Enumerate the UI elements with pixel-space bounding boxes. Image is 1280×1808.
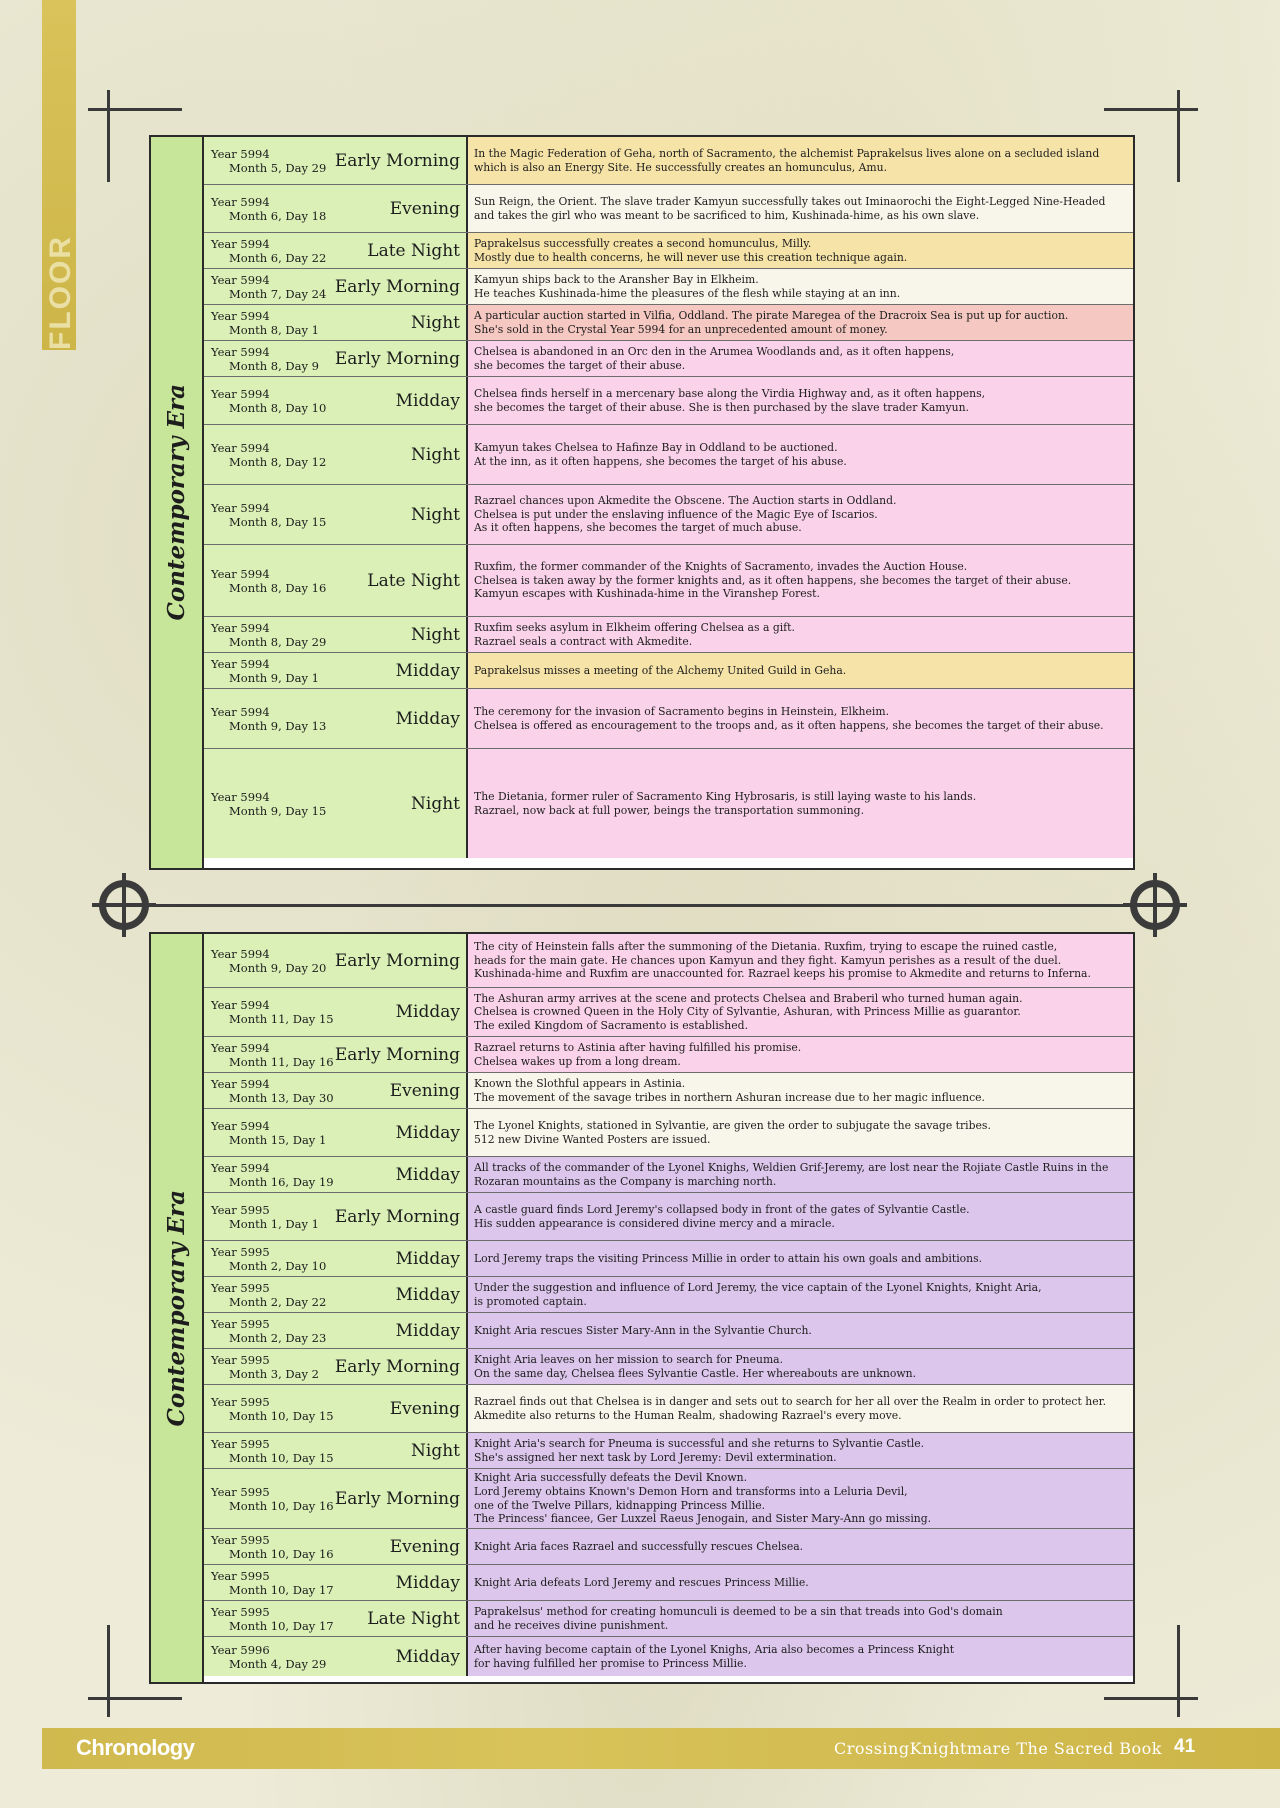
time-of-day-label: Evening [389, 1080, 460, 1101]
event-text-line: The movement of the savage tribes in northern Ashuran increase due to her magic influence. [474, 1090, 985, 1104]
date-cell [204, 1601, 468, 1636]
timeline-row [204, 1529, 1133, 1565]
timeline-row [204, 1241, 1133, 1277]
timeline-row [204, 269, 1133, 305]
year-label: Year 5994 [211, 1076, 270, 1091]
time-of-day-label: Midday [395, 708, 460, 729]
page-number: 41 [1174, 1736, 1196, 1757]
event-text-line: A particular auction started in Vilfia, Oddland. The pirate Maregea of the Dracroix Sea is put up for auction. [474, 308, 1069, 322]
corner-mark [1177, 90, 1180, 182]
year-label: Year 5994 [211, 789, 270, 804]
year-label: Year 5994 [211, 1160, 270, 1175]
timeline-row [204, 137, 1133, 185]
event-text-line: heads for the main gate. He chances upon Kamyun and they fight. Kamyun perishes as a result of the duel. [474, 953, 1062, 967]
year-label: Year 5994 [211, 566, 270, 581]
event-text-line: Lord Jeremy obtains Known's Demon Horn and transforms into a Leluria Devil, [474, 1484, 908, 1498]
event-text-line: Knight Aria successfully defeats the Devil Known. [474, 1471, 748, 1485]
month-day-label: Month 8, Day 10 [229, 400, 327, 415]
timeline-rows [204, 137, 1133, 868]
year-label: Year 5995 [211, 1394, 270, 1409]
timeline-row [204, 377, 1133, 425]
year-label: Year 5995 [211, 1280, 270, 1295]
date-cell [204, 934, 468, 987]
event-text-line: Kushinada-hime and Ruxfim are unaccounted for. Razrael keeps his promise to Akmedite and returns to Inferna. [474, 967, 1091, 981]
event-text-line: On the same day, Chelsea flees Sylvantie Castle. Her whereabouts are unknown. [474, 1366, 917, 1380]
event-description [468, 185, 1133, 232]
timeline-row [204, 1193, 1133, 1241]
year-label: Year 5994 [211, 344, 270, 359]
time-of-day-label: Early Morning [334, 1356, 460, 1377]
event-description [468, 137, 1133, 184]
event-text-line: He teaches Kushinada-hime the pleasures of the flesh while staying at an inn. [474, 286, 901, 300]
time-of-day-label: Late Night [367, 570, 460, 591]
event-text-line: The ceremony for the invasion of Sacramento begins in Heinstein, Elkheim. [474, 704, 890, 718]
month-day-label: Month 6, Day 18 [229, 208, 327, 223]
side-logo: FLOOR [44, 235, 77, 350]
event-description [468, 341, 1133, 376]
corner-mark [107, 90, 110, 182]
year-label: Year 5994 [211, 620, 270, 635]
timeline-row [204, 425, 1133, 485]
date-cell [204, 305, 468, 340]
date-cell [204, 185, 468, 232]
event-description [468, 1565, 1133, 1600]
date-cell [204, 1193, 468, 1240]
timeline-row [204, 1385, 1133, 1433]
date-cell [204, 1349, 468, 1384]
month-day-label: Month 16, Day 19 [229, 1174, 334, 1189]
timeline-row [204, 1313, 1133, 1349]
month-day-label: Month 9, Day 15 [229, 803, 327, 818]
timeline-row [204, 1469, 1133, 1529]
event-description [468, 1037, 1133, 1072]
event-text-line: and takes the girl who was meant to be sacrificed to him, Kushinada-hime, as his own slave. [474, 208, 980, 222]
event-text-line: His sudden appearance is considered divine mercy and a miracle. [474, 1216, 835, 1230]
time-of-day-label: Night [411, 1440, 460, 1461]
event-text-line: The Dietania, former ruler of Sacramento King Hybrosaris, is still laying waste to his lands. [474, 789, 977, 803]
event-text-line: Known the Slothful appears in Astinia. [474, 1076, 686, 1090]
timeline-row [204, 749, 1133, 858]
event-text-line: Chelsea is offered as encouragement to the troops and, as it often happens, she becomes the target of their abuse. [474, 718, 1104, 732]
year-label: Year 5994 [211, 656, 270, 671]
corner-mark [88, 108, 182, 111]
year-label: Year 5995 [211, 1604, 270, 1619]
event-description [468, 1469, 1133, 1528]
time-of-day-label: Midday [395, 1284, 460, 1305]
era-label-text: Contemporary Era [163, 384, 190, 621]
date-cell [204, 988, 468, 1036]
month-day-label: Month 10, Day 15 [229, 1408, 334, 1423]
event-text-line: Chelsea is crowned Queen in the Holy City of Sylvantie, Ashuran, with Princess Millie as guarantor. [474, 1005, 1021, 1019]
time-of-day-label: Early Morning [334, 150, 460, 171]
event-description [468, 934, 1133, 987]
crosshair-icon [99, 880, 149, 930]
year-label: Year 5994 [211, 946, 270, 961]
event-text-line: Chelsea is abandoned in an Orc den in the Arumea Woodlands and, as it often happens, [474, 344, 955, 358]
date-cell [204, 1385, 468, 1432]
time-of-day-label: Midday [395, 1002, 460, 1022]
event-description [468, 233, 1133, 268]
timeline-row [204, 1565, 1133, 1601]
timeline-row [204, 1433, 1133, 1469]
time-of-day-label: Late Night [367, 1608, 460, 1629]
date-cell [204, 341, 468, 376]
date-cell [204, 653, 468, 688]
date-cell [204, 749, 468, 858]
event-text-line: Kamyun escapes with Kushinada-hime in the Viranshер Forest. [474, 587, 820, 601]
month-day-label: Month 9, Day 13 [229, 718, 327, 733]
month-day-label: Month 13, Day 30 [229, 1090, 334, 1105]
month-day-label: Month 10, Day 16 [229, 1498, 334, 1513]
time-of-day-label: Night [411, 793, 460, 814]
time-of-day-label: Night [411, 312, 460, 333]
event-text-line: Ruxfim seeks asylum in Elkheim offering Chelsea as a gift. [474, 620, 795, 634]
month-day-label: Month 2, Day 10 [229, 1258, 327, 1273]
event-text-line: At the inn, as it often happens, she becomes the target of his abuse. [474, 454, 847, 468]
timeline-row [204, 988, 1133, 1037]
event-text-line: Rozaran mountains as the Company is marching north. [474, 1174, 777, 1188]
event-description [468, 377, 1133, 424]
time-of-day-label: Evening [389, 1398, 460, 1419]
time-of-day-label: Midday [395, 1248, 460, 1269]
time-of-day-label: Evening [389, 1536, 460, 1557]
event-description [468, 1193, 1133, 1240]
event-description [468, 749, 1133, 858]
time-of-day-label: Early Morning [334, 348, 460, 369]
event-description [468, 1385, 1133, 1432]
year-label: Year 5995 [211, 1436, 270, 1451]
event-text-line: All tracks of the commander of the Lyonel Knighs, Weldien Grif-Jeremy, are lost near the Rojiate Castle Ruins in the [474, 1160, 1109, 1174]
date-cell [204, 545, 468, 616]
event-text-line: The city of Heinstein falls after the summoning of the Dietania. Ruxfim, trying to escape the ruined castle, [474, 940, 1058, 954]
time-of-day-label: Early Morning [334, 1044, 460, 1065]
year-label: Year 5996 [211, 1642, 270, 1657]
event-text-line: Chelsea is put under the enslaving influence of the Magic Eye of Iscarios. [474, 507, 878, 521]
event-description [468, 1349, 1133, 1384]
date-cell [204, 485, 468, 544]
year-label: Year 5994 [211, 500, 270, 515]
year-label: Year 5994 [211, 1118, 270, 1133]
month-day-label: Month 2, Day 23 [229, 1330, 327, 1345]
date-cell [204, 1469, 468, 1528]
crosshair-icon [1130, 880, 1180, 930]
date-cell [204, 1637, 468, 1676]
event-description [468, 988, 1133, 1036]
date-cell [204, 233, 468, 268]
time-of-day-label: Midday [395, 1646, 460, 1667]
date-cell [204, 1109, 468, 1156]
month-day-label: Month 2, Day 22 [229, 1294, 327, 1309]
event-text-line: is promoted captain. [474, 1294, 587, 1308]
divider-line [150, 904, 1130, 907]
time-of-day-label: Midday [395, 1320, 460, 1341]
month-day-label: Month 8, Day 16 [229, 580, 327, 595]
timeline-row [204, 341, 1133, 377]
month-day-label: Month 11, Day 16 [229, 1054, 334, 1069]
time-of-day-label: Early Morning [334, 1488, 460, 1509]
event-description [468, 1157, 1133, 1192]
time-of-day-label: Night [411, 624, 460, 645]
timeline-row [204, 653, 1133, 689]
year-label: Year 5995 [211, 1532, 270, 1547]
year-label: Year 5994 [211, 194, 270, 209]
date-cell [204, 377, 468, 424]
event-description [468, 1109, 1133, 1156]
corner-mark [107, 1625, 110, 1717]
event-text-line: Sun Reign, the Orient. The slave trader Kamyun successfully takes out Iminaorochi the Eight-Legged Nine-Headed [474, 194, 1106, 208]
timeline-row [204, 689, 1133, 749]
year-label: Year 5994 [211, 704, 270, 719]
timeline-row [204, 1601, 1133, 1637]
year-label: Year 5995 [211, 1316, 270, 1331]
corner-mark [1104, 108, 1198, 111]
year-label: Year 5994 [211, 1040, 270, 1055]
event-text-line: Chelsea is taken away by the former knights and, as it often happens, she becomes the target of their abuse. [474, 573, 1072, 587]
date-cell [204, 137, 468, 184]
timeline-row [204, 617, 1133, 653]
event-description [468, 425, 1133, 484]
corner-mark [88, 1697, 182, 1700]
event-text-line: The Princess' fiancee, Ger Luxzel Raeus Jenogain, and Sister Mary-Ann go missing. [474, 1512, 932, 1526]
timeline-row [204, 934, 1133, 988]
event-description [468, 1313, 1133, 1348]
event-text-line: and he receives divine punishment. [474, 1618, 669, 1632]
timeline-row [204, 185, 1133, 233]
event-description [468, 305, 1133, 340]
date-cell [204, 1241, 468, 1276]
year-label: Year 5994 [211, 272, 270, 287]
year-label: Year 5995 [211, 1568, 270, 1583]
date-cell [204, 689, 468, 748]
event-description [468, 545, 1133, 616]
month-day-label: Month 11, Day 15 [229, 1012, 334, 1026]
event-text-line: one of the Twelve Pillars, kidnapping Princess Millie. [474, 1498, 766, 1512]
era-label [151, 934, 204, 1682]
date-cell [204, 425, 468, 484]
date-cell [204, 617, 468, 652]
month-day-label: Month 9, Day 1 [229, 670, 319, 685]
year-label: Year 5994 [211, 440, 270, 455]
event-description [468, 1277, 1133, 1312]
event-text-line: Kamyun takes Chelsea to Hafinze Bay in Oddland to be auctioned. [474, 440, 838, 454]
event-text-line: she becomes the target of their abuse. She is then purchased by the slave trader Kamyun. [474, 400, 969, 414]
event-text-line: which is also an Energy Site. He successfully creates an homunculus, Amu. [474, 160, 888, 174]
year-label: Year 5994 [211, 998, 270, 1012]
timeline-row [204, 1157, 1133, 1193]
event-description [468, 1073, 1133, 1108]
event-text-line: Knight Aria defeats Lord Jeremy and rescues Princess Millie. [474, 1575, 809, 1589]
event-description [468, 1529, 1133, 1564]
date-cell [204, 1037, 468, 1072]
event-text-line: Knight Aria leaves on her mission to search for Pneuma. [474, 1352, 784, 1366]
event-text-line: The Lyonel Knights, stationed in Sylvantie, are given the order to subjugate the savage tribes. [474, 1118, 991, 1132]
year-label: Year 5995 [211, 1484, 270, 1499]
date-cell [204, 1565, 468, 1600]
month-day-label: Month 8, Day 12 [229, 454, 327, 469]
event-description [468, 1601, 1133, 1636]
event-text-line: Razrael seals a contract with Akmedite. [474, 634, 693, 648]
event-text-line: In the Magic Federation of Geha, north of Sacramento, the alchemist Paprakelsus lives alone on a secluded island [474, 146, 1100, 160]
chronology-table-upper [149, 135, 1135, 870]
event-text-line: After having become captain of the Lyonel Knighs, Aria also becomes a Princess Knight [474, 1642, 955, 1656]
event-text-line: Knight Aria's search for Pneuma is successful and she returns to Sylvantie Castle. [474, 1436, 925, 1450]
time-of-day-label: Evening [389, 198, 460, 219]
month-day-label: Month 9, Day 20 [229, 960, 327, 975]
chronology-table-lower [149, 932, 1135, 1684]
year-label: Year 5994 [211, 236, 270, 251]
month-day-label: Month 10, Day 17 [229, 1618, 334, 1633]
month-day-label: Month 8, Day 15 [229, 514, 327, 529]
event-text-line: The exiled Kingdom of Sacramento is established. [474, 1018, 748, 1032]
month-day-label: Month 10, Day 16 [229, 1546, 334, 1561]
event-text-line: She's assigned her next task by Lord Jeremy: Devil extermination. [474, 1450, 837, 1464]
time-of-day-label: Midday [395, 660, 460, 681]
event-description [468, 269, 1133, 304]
event-text-line: for having fulfilled her promise to Princess Millie. [474, 1656, 747, 1670]
timeline-row [204, 1037, 1133, 1073]
event-text-line: Knight Aria rescues Sister Mary-Ann in the Sylvantie Church. [474, 1323, 812, 1337]
time-of-day-label: Midday [395, 1122, 460, 1143]
event-text-line: Chelsea wakes up from a long dream. [474, 1054, 681, 1068]
month-day-label: Month 15, Day 1 [229, 1132, 327, 1147]
event-text-line: Paprakelsus misses a meeting of the Alchemy United Guild in Geha. [474, 663, 847, 677]
month-day-label: Month 8, Day 1 [229, 322, 319, 337]
date-cell [204, 1073, 468, 1108]
year-label: Year 5995 [211, 1202, 270, 1217]
event-description [468, 485, 1133, 544]
event-description [468, 617, 1133, 652]
time-of-day-label: Midday [395, 1572, 460, 1593]
era-label [151, 137, 204, 868]
time-of-day-label: Early Morning [334, 950, 460, 971]
event-text-line: she becomes the target of their abuse. [474, 358, 686, 372]
timeline-row [204, 485, 1133, 545]
timeline-row [204, 305, 1133, 341]
time-of-day-label: Night [411, 504, 460, 525]
month-day-label: Month 8, Day 9 [229, 358, 319, 373]
corner-mark [1177, 1625, 1180, 1717]
timeline-row [204, 545, 1133, 617]
year-label: Year 5994 [211, 308, 270, 323]
month-day-label: Month 10, Day 15 [229, 1450, 334, 1465]
time-of-day-label: Early Morning [334, 1206, 460, 1227]
page-footer [42, 1728, 1280, 1769]
event-text-line: Ruxfim, the former commander of the Knights of Sacramento, invades the Auction House. [474, 560, 968, 574]
time-of-day-label: Night [411, 444, 460, 465]
date-cell [204, 1313, 468, 1348]
month-day-label: Month 4, Day 29 [229, 1656, 327, 1671]
event-text-line: Mostly due to health concerns, he will never use this creation technique again. [474, 250, 908, 264]
event-description [468, 1433, 1133, 1468]
event-text-line: Razrael returns to Astinia after having fulfilled his promise. [474, 1040, 802, 1054]
event-description [468, 1637, 1133, 1676]
time-of-day-label: Early Morning [334, 276, 460, 297]
month-day-label: Month 1, Day 1 [229, 1216, 319, 1231]
time-of-day-label: Midday [395, 390, 460, 411]
year-label: Year 5995 [211, 1352, 270, 1367]
month-day-label: Month 3, Day 2 [229, 1366, 319, 1381]
event-description [468, 689, 1133, 748]
year-label: Year 5994 [211, 386, 270, 401]
timeline-row [204, 1637, 1133, 1676]
timeline-row [204, 1349, 1133, 1385]
date-cell [204, 1277, 468, 1312]
event-text-line: Knight Aria faces Razrael and successfully rescues Chelsea. [474, 1539, 804, 1553]
event-description [468, 1241, 1133, 1276]
event-text-line: Razrael, now back at full power, beings the transportation summoning. [474, 803, 865, 817]
time-of-day-label: Midday [395, 1164, 460, 1185]
date-cell [204, 1529, 468, 1564]
year-label: Year 5995 [211, 1244, 270, 1259]
timeline-row [204, 233, 1133, 269]
event-text-line: Lord Jeremy traps the visiting Princess Millie in order to attain his own goals and ambitions. [474, 1251, 983, 1265]
event-text-line: Razrael finds out that Chelsea is in danger and sets out to search for her all over the Realm in order to protect her. [474, 1394, 1107, 1408]
month-day-label: Month 8, Day 29 [229, 634, 327, 649]
event-text-line: She's sold in the Crystal Year 5994 for an unprecedented amount of money. [474, 322, 888, 336]
era-label-text: Contemporary Era [163, 1189, 190, 1427]
event-text-line: As it often happens, she becomes the target of much abuse. [474, 521, 802, 535]
year-label: Year 5994 [211, 146, 270, 161]
event-text-line: 512 new Divine Wanted Posters are issued. [474, 1132, 711, 1146]
event-description [468, 653, 1133, 688]
book-title: CrossingKnightmare The Sacred Book [833, 1739, 1162, 1758]
event-text-line: A castle guard finds Lord Jeremy's collapsed body in front of the gates of Sylvantie Castle. [474, 1202, 970, 1216]
event-text-line: Razrael chances upon Akmedite the Obscene. The Auction starts in Oddland. [474, 494, 897, 508]
date-cell [204, 1157, 468, 1192]
month-day-label: Month 7, Day 24 [229, 286, 327, 301]
timeline-row [204, 1073, 1133, 1109]
event-text-line: Kamyun ships back to the Aransher Bay in Elkheim. [474, 272, 759, 286]
section-title: Chronology [76, 1735, 195, 1760]
timeline-rows [204, 934, 1133, 1682]
timeline-row [204, 1277, 1133, 1313]
date-cell [204, 1433, 468, 1468]
time-of-day-label: Late Night [367, 240, 460, 261]
month-day-label: Month 10, Day 17 [229, 1582, 334, 1597]
event-text-line: Chelsea finds herself in a mercenary base along the Virdia Highway and, as it often happens, [474, 386, 986, 400]
date-cell [204, 269, 468, 304]
event-text-line: Paprakelsus successfully creates a second homunculus, Milly. [474, 236, 812, 250]
month-day-label: Month 6, Day 22 [229, 250, 327, 265]
month-day-label: Month 5, Day 29 [229, 160, 327, 175]
event-text-line: Paprakelsus' method for creating homunculi is deemed to be a sin that treads into God's domain [474, 1604, 1003, 1618]
timeline-row [204, 1109, 1133, 1157]
corner-mark [1104, 1697, 1198, 1700]
event-text-line: The Ashuran army arrives at the scene and protects Chelsea and Braberil who turned human again. [474, 991, 1023, 1005]
event-text-line: Under the suggestion and influence of Lord Jeremy, the vice captain of the Lyonel Knights, Knight Aria, [474, 1280, 1042, 1294]
event-text-line: Akmedite also returns to the Human Realm, shadowing Razrael's every move. [474, 1408, 902, 1422]
